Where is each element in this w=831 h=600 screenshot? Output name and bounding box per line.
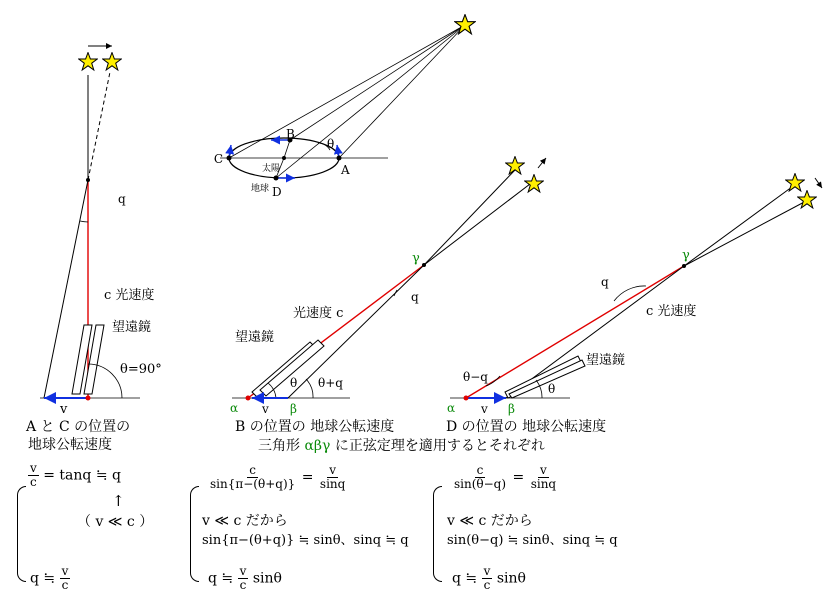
mid-eq1: $\frac{c}{\sin\{\pi-(\theta+q)\}}$ = $\frac{v}{\sin q}$	[210, 463, 346, 491]
left-angle-label: θ=90°	[120, 362, 162, 377]
right-beta: β	[508, 402, 515, 416]
right-alpha: α	[447, 401, 456, 415]
left-telescope-label: 望遠鏡	[112, 320, 152, 335]
right-line2: v ≪ c だから	[447, 513, 533, 529]
star-icon	[506, 157, 525, 175]
sun-label: 太陽	[262, 164, 281, 174]
right-gamma: γ	[682, 248, 690, 263]
right-v: v	[481, 402, 488, 416]
mid-theta-q: θ+q	[318, 376, 343, 390]
mid-line2: v ≪ c だから	[202, 513, 288, 529]
mid-light-label: 光速度 c	[293, 306, 344, 321]
left-condition: （ v ≪ c ）	[77, 514, 154, 530]
mid-result: q ≒ $\frac{v}{c}$ sinθ	[208, 564, 282, 592]
right-theta-q: θ−q	[463, 370, 488, 384]
sine-law-caption: 三角形 αβγ に正弦定理を適用するとそれぞれ	[258, 438, 545, 454]
star-icon	[798, 191, 817, 209]
star-icon	[786, 174, 805, 192]
left-caption-1: A と C の位置の	[26, 419, 131, 435]
right-diagram	[447, 174, 822, 417]
orbit-label-b: B	[286, 127, 295, 141]
mid-gamma: γ	[412, 251, 420, 266]
mid-alpha: α	[230, 401, 239, 415]
mid-brace	[190, 486, 199, 582]
right-brace	[433, 486, 442, 582]
right-result: q ≒ $\frac{v}{c}$ sinθ	[452, 564, 526, 592]
left-v: v	[60, 402, 68, 417]
orbit-label-d: D	[272, 185, 282, 199]
left-q: q	[118, 192, 126, 206]
mid-telescope-label: 望遠鏡	[235, 330, 275, 345]
star-icon	[103, 53, 122, 71]
earth-label: 地球	[251, 184, 270, 194]
left-eq1: $\frac{v}{c}$ = tanq ≒ q	[30, 461, 121, 489]
mid-beta: β	[290, 402, 297, 416]
right-caption: D の位置の 地球公転速度	[446, 419, 607, 435]
mid-v: v	[262, 402, 269, 416]
mid-theta: θ	[290, 376, 298, 390]
starlight-lines	[229, 25, 465, 178]
up-arrow-icon: ↑	[112, 492, 125, 510]
right-eq1: $\frac{c}{\sin(\theta-q)}$ = $\frac{v}{\sin q}$	[454, 463, 557, 491]
right-theta: θ	[548, 382, 556, 396]
mid-line3: sin{π−(θ+q)} ≒ sinθ、sinq ≒ q	[202, 533, 409, 548]
star-icon	[79, 53, 98, 71]
star-icon	[525, 175, 544, 193]
left-result: q ≒ $\frac{v}{c}$	[30, 564, 69, 592]
right-light-label: c 光速度	[646, 304, 697, 319]
mid-q: q	[411, 290, 419, 304]
left-light-label: c 光速度	[104, 288, 155, 303]
right-line3: sin(θ−q) ≒ sinθ、sinq ≒ q	[447, 533, 618, 548]
orbit-diagram	[214, 15, 475, 199]
orbit-label-c: C	[213, 152, 223, 166]
left-diagram	[40, 46, 162, 417]
mid-caption: B の位置の 地球公転速度	[235, 419, 395, 435]
right-telescope-label: 望遠鏡	[586, 353, 626, 368]
orbit-label-a: A	[341, 163, 350, 177]
left-brace	[17, 486, 26, 582]
right-q: q	[601, 275, 609, 289]
orbit-theta: θ	[327, 137, 335, 151]
left-caption-2: 地球公転速度	[28, 437, 112, 453]
